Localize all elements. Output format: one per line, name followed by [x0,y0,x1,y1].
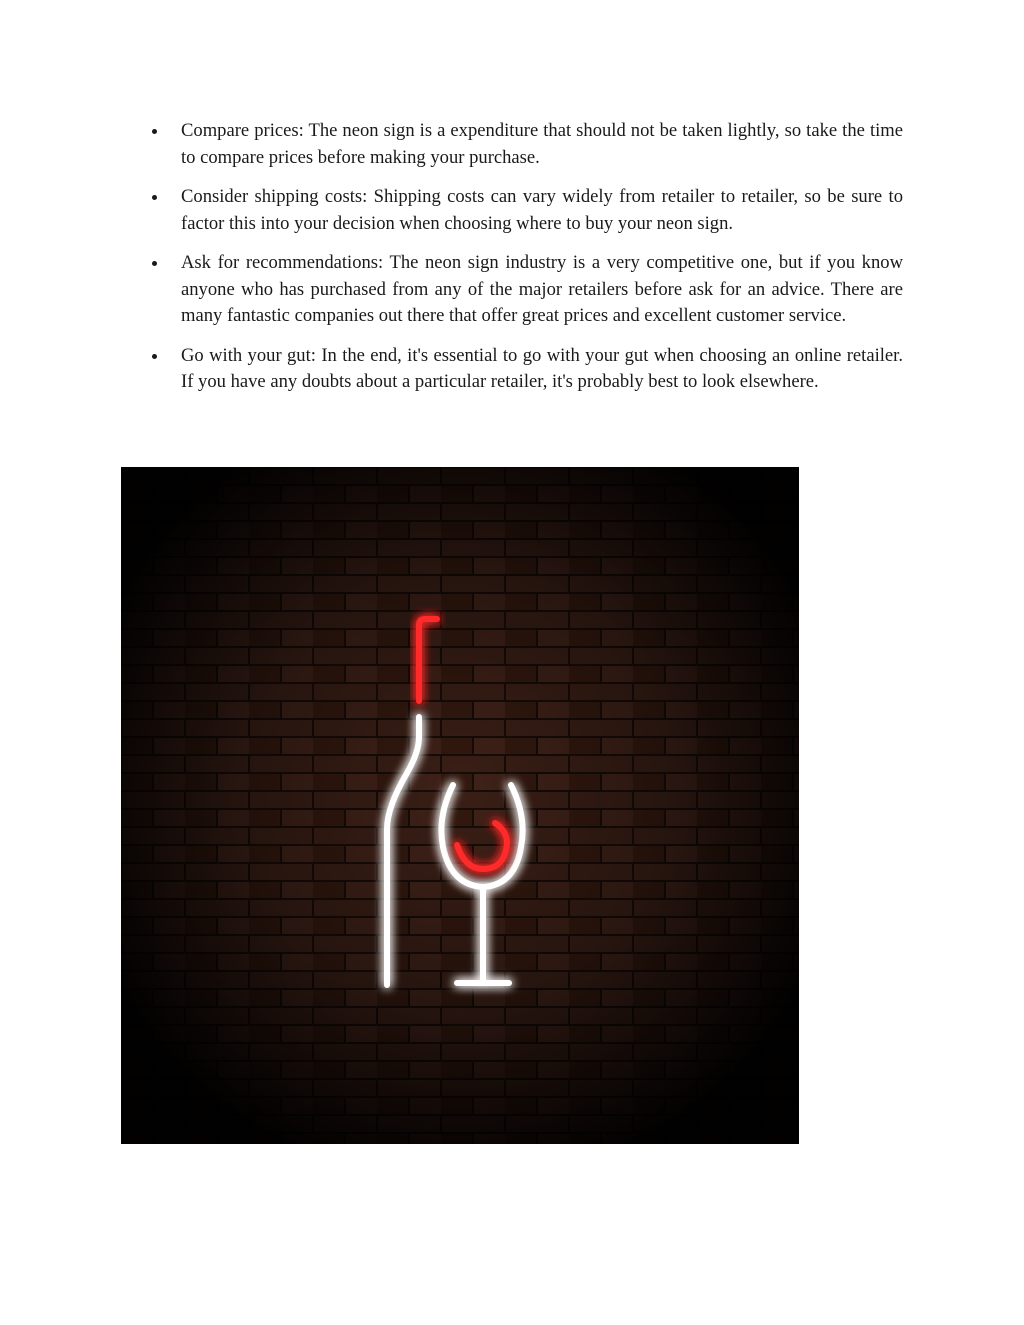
neon-sign-image [121,467,799,1144]
neon-sign-illustration [121,467,799,1144]
list-item [148,343,903,396]
list-item [148,250,903,330]
bullet-text: Consider shipping costs: Shipping costs can vary widely from retailer to retailer, so be sure to factor this into your decision when choosing where to buy your neon sign. [181,186,903,234]
bullet-dot-icon [152,354,157,359]
bullet-list [148,118,903,409]
bullet-text: Go with your gut: In the end, it's essential to go with your gut when choosing an online retailer. If you have any doubts about a particular retailer, it's probably best to look elsewhere. [181,344,903,392]
bullet-text: Compare prices: The neon sign is a expenditure that should not be taken lightly, so take the time to compare prices before making your purchase. [181,120,903,168]
bullet-dot-icon [152,195,157,200]
bullet-text: Ask for recommendations: The neon sign industry is a very competitive one, but if you know anyone who has purchased from any of the major retailers before ask for an advice. There are many fantastic companies out there that offer great prices and excellent customer service. [181,252,903,326]
list-item [148,118,903,171]
bullet-dot-icon [152,129,157,134]
bullet-dot-icon [152,261,157,266]
list-item [148,184,903,237]
vignette-overlay [121,467,799,1144]
